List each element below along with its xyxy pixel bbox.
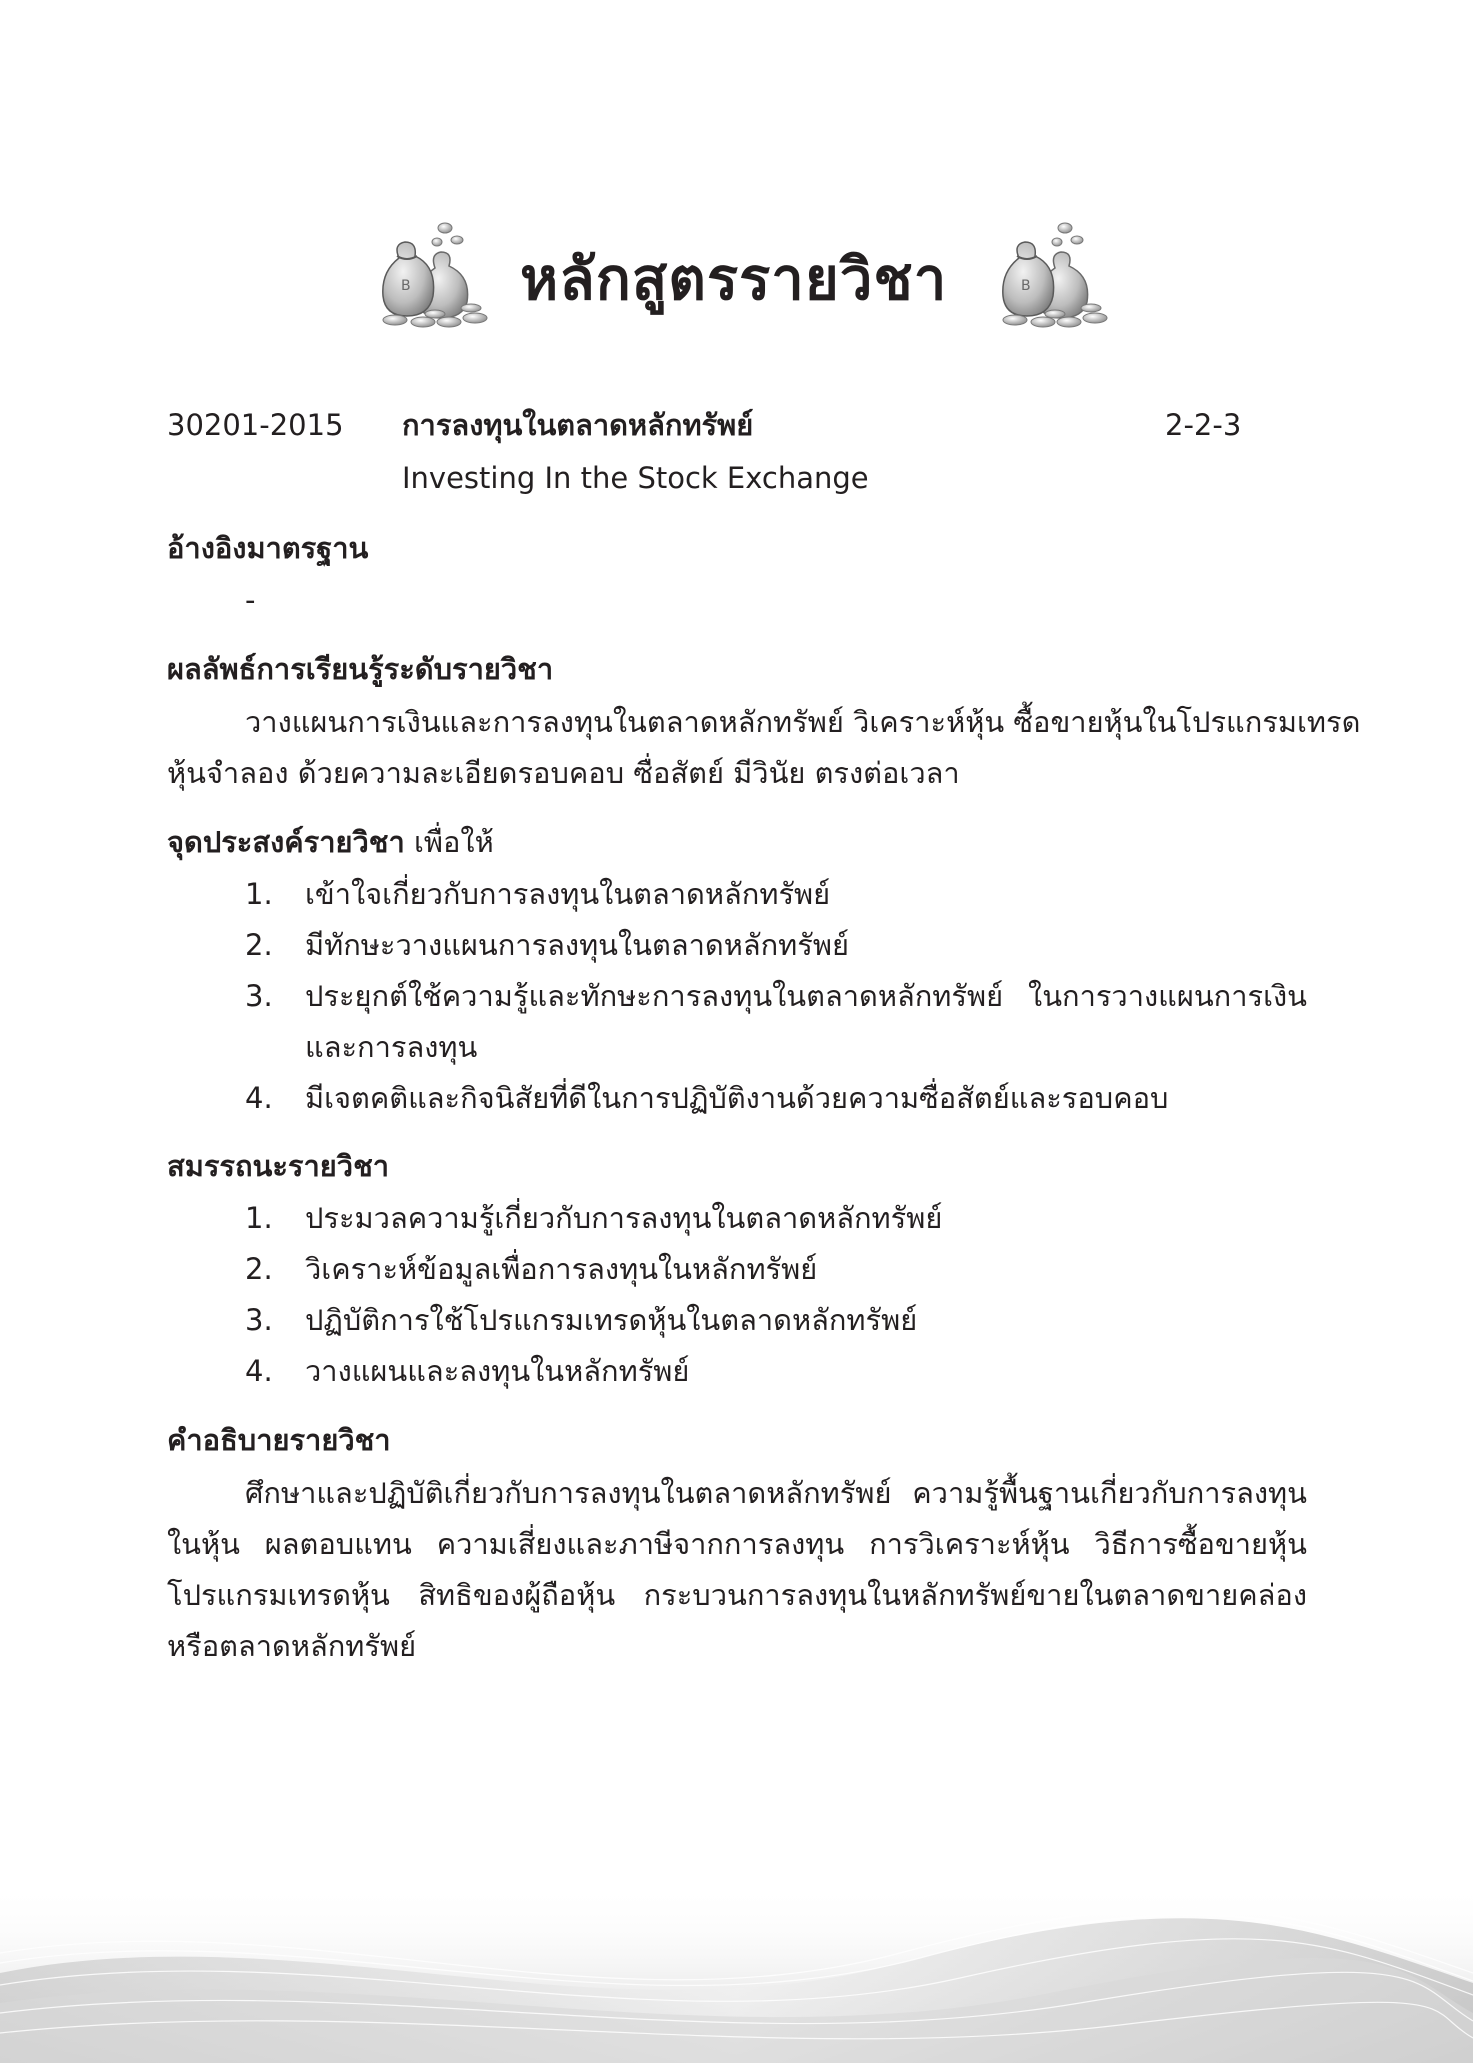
list-line: ประยุกต์ใช้ความรู้และทักษะการลงทุนในตลาดหลักทรัพย์ ในการวางแผนการเงิน	[305, 979, 1307, 1013]
list-text: ประมวลความรู้เกี่ยวกับการลงทุนในตลาดหลักทรัพย์	[305, 1201, 943, 1235]
list-text: ปฏิบัติการใช้โปรแกรมเทรดหุ้นในตลาดหลักทรัพย์	[305, 1303, 918, 1337]
list-text	[305, 869, 1307, 920]
objectives-heading-suffix: เพื่อให้	[413, 825, 494, 859]
description-heading: คำอธิบายรายวิชา	[167, 1423, 391, 1457]
page-title: หลักสูตรรายวิชา	[520, 245, 948, 313]
course-code: 30201-2015	[167, 408, 344, 442]
paragraph-line: หุ้นจำลอง ด้วยความละเอียดรอบคอบ ซื่อสัตย์ มีวินัย ตรงต่อเวลา	[167, 756, 960, 790]
list-number: 1.	[245, 877, 273, 911]
description-paragraph	[167, 1468, 1307, 1672]
list-text	[305, 971, 1307, 1073]
list-text: วิเคราะห์ข้อมูลเพื่อการลงทุนในหลักทรัพย์	[305, 1252, 818, 1286]
list-number: 4.	[245, 1354, 273, 1388]
course-credits: 2-2-3	[1165, 408, 1242, 442]
svg-text:B: B	[1021, 278, 1031, 294]
list-text	[305, 920, 1307, 971]
list-line: และการลงทุน	[305, 1030, 478, 1064]
svg-text:B: B	[401, 278, 411, 294]
list-line: เข้าใจเกี่ยวกับการลงทุนในตลาดหลักทรัพย์	[305, 877, 831, 911]
list-number: 1.	[245, 1201, 273, 1235]
list-text: วางแผนและลงทุนในหลักทรัพย์	[305, 1354, 690, 1388]
list-line: มีเจตคติและกิจนิสัยที่ดีในการปฏิบัติงานด้วยความซื่อสัตย์และรอบคอบ	[305, 1081, 1169, 1115]
objectives-heading	[167, 817, 494, 868]
paragraph-line: ศึกษาและปฏิบัติเกี่ยวกับการลงทุนในตลาดหลักทรัพย์ ความรู้พื้นฐานเกี่ยวกับการลงทุน	[245, 1476, 1307, 1510]
money-bag-icon	[375, 218, 495, 330]
list-number: 3.	[245, 1303, 273, 1337]
list-number: 3.	[245, 979, 273, 1013]
course-name-english: Investing In the Stock Exchange	[402, 461, 869, 495]
paragraph-line: หรือตลาดหลักทรัพย์	[167, 1629, 417, 1663]
list-number: 4.	[245, 1081, 273, 1115]
title-row	[0, 218, 1473, 338]
course-name-thai: การลงทุนในตลาดหลักทรัพย์	[402, 408, 754, 442]
list-number: 2.	[245, 1252, 273, 1286]
objectives-heading-label: จุดประสงค์รายวิชา	[167, 825, 405, 859]
background-wave-decoration	[0, 1763, 1473, 2063]
paragraph-line: โปรแกรมเทรดหุ้น สิทธิของผู้ถือหุ้น กระบวนการลงทุนในหลักทรัพย์ขายในตลาดขายคล่อง	[167, 1578, 1307, 1612]
competencies-heading: สมรรถนะรายวิชา	[167, 1149, 390, 1183]
list-line: มีทักษะวางแผนการลงทุนในตลาดหลักทรัพย์	[305, 928, 849, 962]
reference-value: -	[245, 583, 256, 617]
outcome-paragraph	[167, 697, 1361, 799]
money-bag-icon	[995, 218, 1115, 330]
paragraph-line: วางแผนการเงินและการลงทุนในตลาดหลักทรัพย์ วิเคราะห์หุ้น ซื้อขายหุ้นในโปรแกรมเทรด	[245, 705, 1361, 739]
list-number: 2.	[245, 928, 273, 962]
outcome-heading: ผลลัพธ์การเรียนรู้ระดับรายวิชา	[167, 652, 554, 686]
list-text	[305, 1073, 1307, 1124]
reference-heading: อ้างอิงมาตรฐาน	[167, 531, 369, 565]
paragraph-line: ในหุ้น ผลตอบแทน ความเสี่ยงและภาษีจากการลงทุน การวิเคราะห์หุ้น วิธีการซื้อขายหุ้น	[167, 1527, 1307, 1561]
